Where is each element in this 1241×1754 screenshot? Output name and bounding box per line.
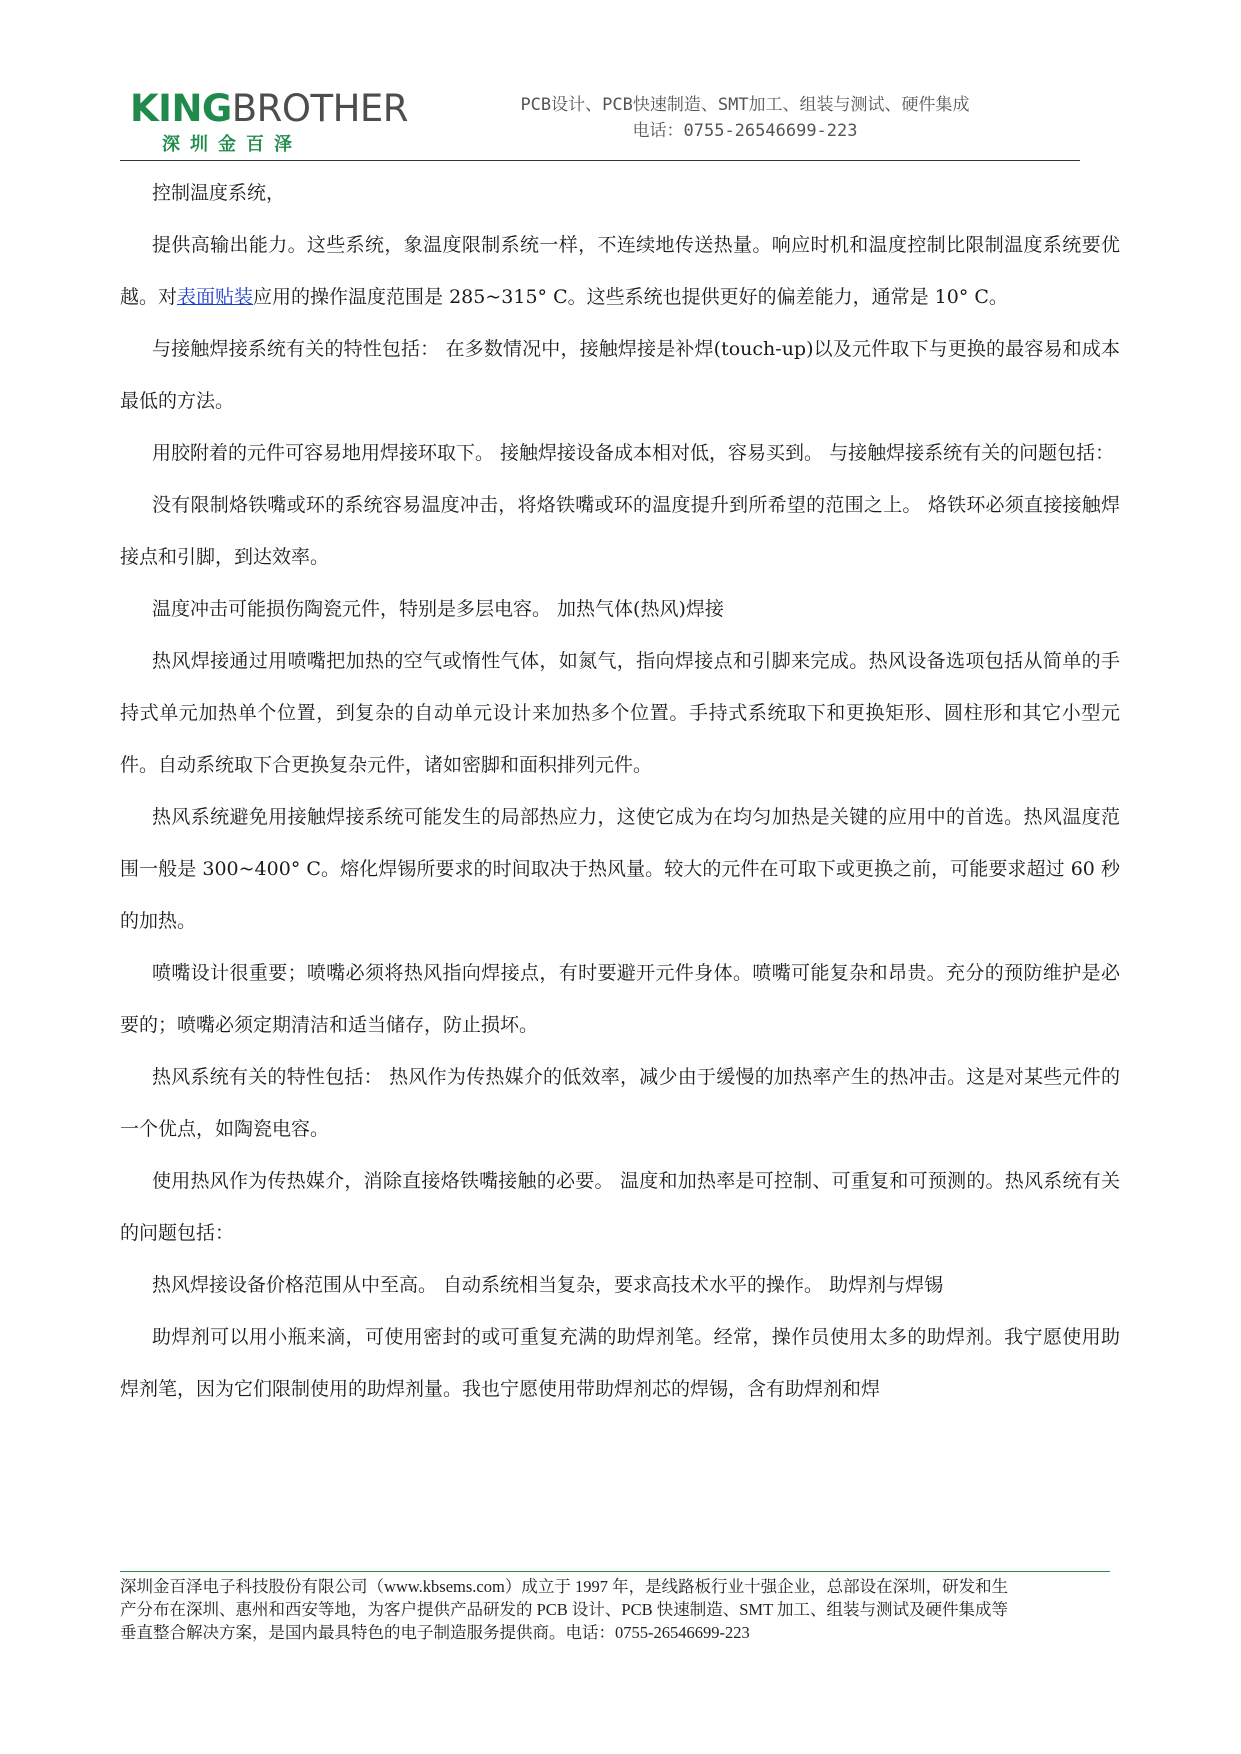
paragraph-3: 与接触焊接系统有关的特性包括： 在多数情况中，接触焊接是补焊(touch-up)以及元件取下与更换的最容易和成本最低的方法。 — [120, 338, 1120, 412]
paragraph-10: 热风系统有关的特性包括： 热风作为传热媒介的低效率，减少由于缓慢的加热率产生的热冲击。这是对某些元件的一个优点，如陶瓷电容。 — [120, 1066, 1120, 1140]
paragraph-2-text-b: 对 — [158, 286, 178, 308]
logo-king-text: KING — [130, 87, 232, 130]
footer-divider — [120, 1571, 1110, 1572]
surface-mount-link[interactable]: 表面贴装 — [177, 286, 254, 308]
paragraph-12: 热风焊接设备价格范围从中至高。 自动系统相当复杂，要求高技术水平的操作。 助焊剂与焊锡 — [152, 1274, 944, 1296]
header-tagline — [465, 92, 1025, 144]
paragraph-13: 助焊剂可以用小瓶来滴，可使用密封的或可重复充满的助焊剂笔。经常，操作员使用太多的助焊剂。我宁愿使用助焊剂笔，因为它们限制使用的助焊剂量。我也宁愿使用带助焊剂芯的焊锡，含有助焊剂和焊 — [120, 1326, 1120, 1400]
header-divider — [120, 160, 1080, 161]
tagline-phone: 电话：0755-26546699-223 — [632, 121, 858, 141]
paragraph-1: 控制温度系统， — [152, 182, 286, 204]
logo-chinese-name: 深圳金百泽 — [162, 134, 302, 155]
tagline-services: PCB设计、PCB快速制造、SMT加工、组装与测试、硬件集成 — [520, 95, 970, 115]
paragraph-7: 热风焊接通过用喷嘴把加热的空气或惰性气体，如氮气，指向焊接点和引脚来完成。热风设备选项包括从简单的手持式单元加热单个位置，到复杂的自动单元设计来加热多个位置。手持式系统取下和更换矩形、圆柱形和其它小型元件。自动系统取下合更换复杂元件，诸如密脚和面积排列元件。 — [120, 650, 1120, 776]
paragraph-2-text: 提供高输出能力。这些系统，象温度限制系统一样，不连续地传送热量。响应时机和温度控制比限制温度系统要优越。 — [120, 234, 1120, 308]
footer-line-1: 深圳金百泽电子科技股份有限公司（www.kbsems.com）成立于 1997 年，是线路板行业十强企业，总部设在深圳，研发和生 — [120, 1577, 1009, 1596]
paragraph-5: 没有限制烙铁嘴或环的系统容易温度冲击，将烙铁嘴或环的温度提升到所希望的范围之上。 烙铁环必须直接接触焊接点和引脚，到达效率。 — [120, 494, 1120, 568]
document-body — [120, 167, 1120, 1415]
paragraph-8: 热风系统避免用接触焊接系统可能发生的局部热应力，这使它成为在均匀加热是关键的应用中的首选。热风温度范围一般是 300~400° C。熔化焊锡所要求的时间取决于热风量。较大的元件在可取下或更换之前，可能要求超过 60 秒的加热。 — [120, 806, 1120, 932]
footer-line-3: 垂直整合解决方案，是国内最具特色的电子制造服务提供商。电话：0755-26546699-223 — [120, 1623, 750, 1642]
paragraph-9: 喷嘴设计很重要；喷嘴必须将热风指向焊接点，有时要避开元件身体。喷嘴可能复杂和昂贵。充分的预防维护是必要的；喷嘴必须定期清洁和适当储存，防止损坏。 — [120, 962, 1120, 1036]
paragraph-2-text-c: 应用的操作温度范围是 285~315° C。这些系统也提供更好的偏差能力，通常是 10° C。 — [253, 286, 1008, 308]
paragraph-4: 用胶附着的元件可容易地用焊接环取下。 接触焊接设备成本相对低，容易买到。 与接触焊接系统有关的问题包括： — [152, 442, 1115, 464]
paragraph-11: 使用热风作为传热媒介，消除直接烙铁嘴接触的必要。 温度和加热率是可控制、可重复和可预测的。热风系统有关的问题包括： — [120, 1170, 1120, 1244]
paragraph-2 — [120, 219, 1120, 323]
page-header — [120, 88, 1080, 160]
logo-brother-text: BROTHER — [231, 87, 409, 130]
page-footer — [120, 1575, 1120, 1644]
paragraph-6: 温度冲击可能损伤陶瓷元件，特别是多层电容。 加热气体(热风)焊接 — [152, 598, 724, 620]
logo-wordmark — [130, 88, 408, 130]
company-logo — [130, 87, 409, 160]
footer-line-2: 产分布在深圳、惠州和西安等地，为客户提供产品研发的 PCB 设计、PCB 快速制造、SMT 加工、组装与测试及硬件集成等 — [120, 1600, 1009, 1619]
